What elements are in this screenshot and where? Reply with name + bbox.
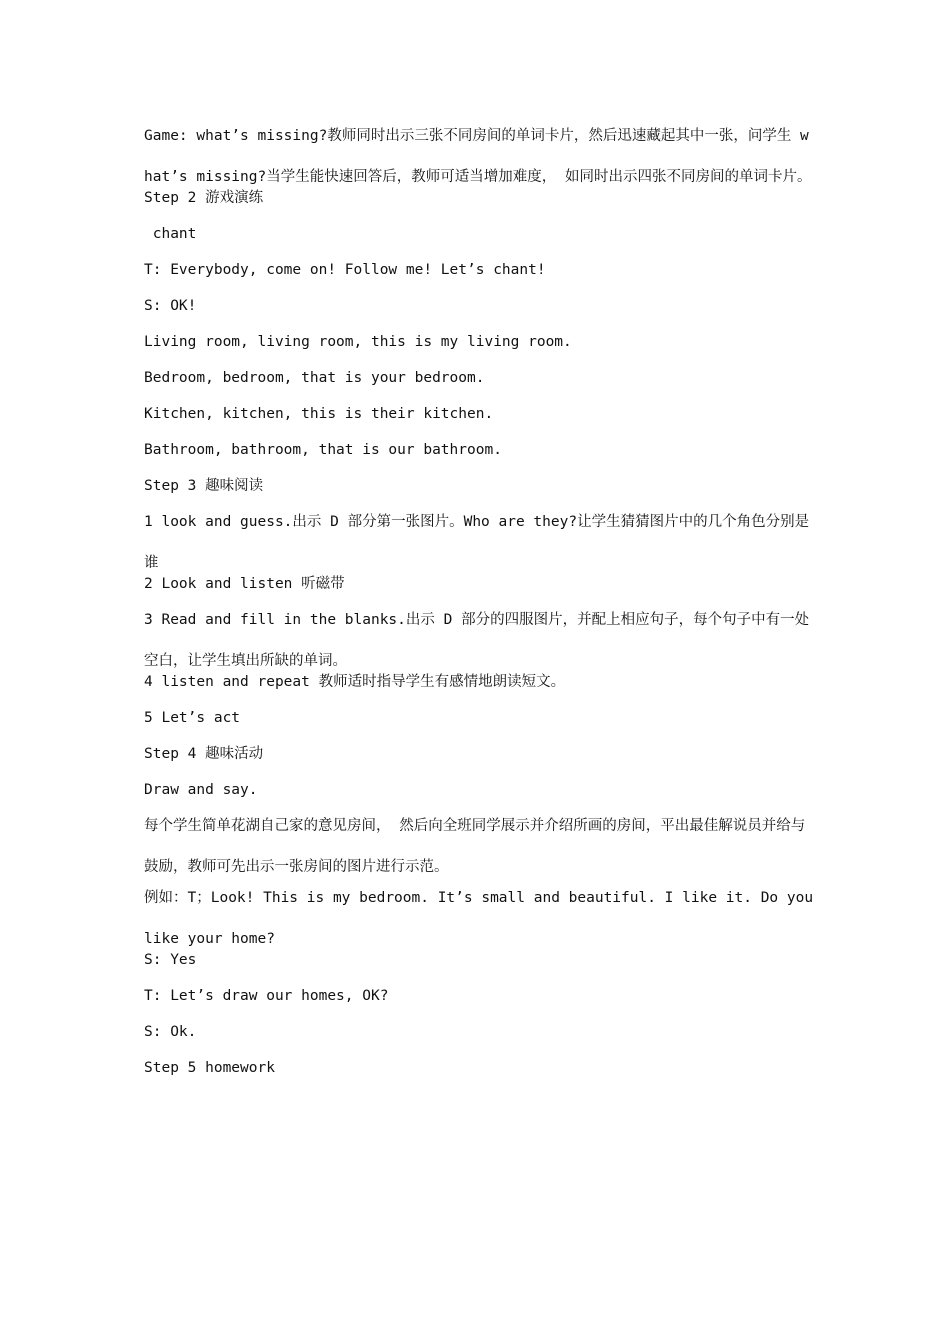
- line-chant: chant: [144, 226, 197, 242]
- heading-step-4: Step 4 趣味活动: [144, 746, 264, 762]
- document-body: [144, 126, 822, 1078]
- heading-step-5: Step 5 homework: [144, 1060, 275, 1076]
- paragraph-look-and-listen: 2 Look and listen 听磁带: [144, 576, 345, 592]
- dialogue-line: T: Let’s draw our homes, OK?: [144, 988, 389, 1004]
- dialogue-line: S: Yes: [144, 952, 197, 968]
- paragraph-read-and-fill: 3 Read and fill in the blanks.出示 D 部分的四服图片，并配上相应句子，每个句子中有一处空白，让学生填出所缺的单词。: [144, 612, 810, 669]
- dialogue-line: T: Everybody, come on! Follow me! Let’s chant!: [144, 262, 546, 278]
- chant-line: Bathroom, bathroom, that is our bathroom.: [144, 442, 502, 458]
- paragraph-game: Game: what’s missing?教师同时出示三张不同房间的单词卡片，然后迅速藏起其中一张，问学生 what’s missing?当学生能快速回答后，教师可适当增加难度， 如同时出示四张不同房间的单词卡片。: [144, 128, 812, 185]
- chant-line: Bedroom, bedroom, that is your bedroom.: [144, 370, 485, 386]
- chant-line: Kitchen, kitchen, this is their kitchen.: [144, 406, 494, 422]
- paragraph-activity: 每个学生简单花湖自己家的意见房间， 然后向全班同学展示并介绍所画的房间，平出最佳解说员并给与鼓励，教师可先出示一张房间的图片进行示范。: [144, 818, 806, 875]
- chant-line: Living room, living room, this is my living room.: [144, 334, 572, 350]
- paragraph-lets-act: 5 Let’s act: [144, 710, 241, 726]
- paragraph-listen-and-repeat: 4 listen and repeat 教师适时指导学生有感情地朗读短文。: [144, 674, 566, 690]
- heading-step-2: Step 2 游戏演练: [144, 190, 264, 206]
- paragraph-look-and-guess: 1 look and guess.出示 D 部分第一张图片。Who are they?让学生猜猜图片中的几个角色分别是谁: [144, 514, 810, 571]
- line-draw-and-say: Draw and say.: [144, 782, 258, 798]
- paragraph-example: 例如：T；Look! This is my bedroom. It’s small and beautiful. I like it. Do you like your home?: [144, 890, 822, 947]
- heading-step-3: Step 3 趣味阅读: [144, 478, 264, 494]
- dialogue-line: S: Ok.: [144, 1024, 197, 1040]
- dialogue-line: S: OK!: [144, 298, 197, 314]
